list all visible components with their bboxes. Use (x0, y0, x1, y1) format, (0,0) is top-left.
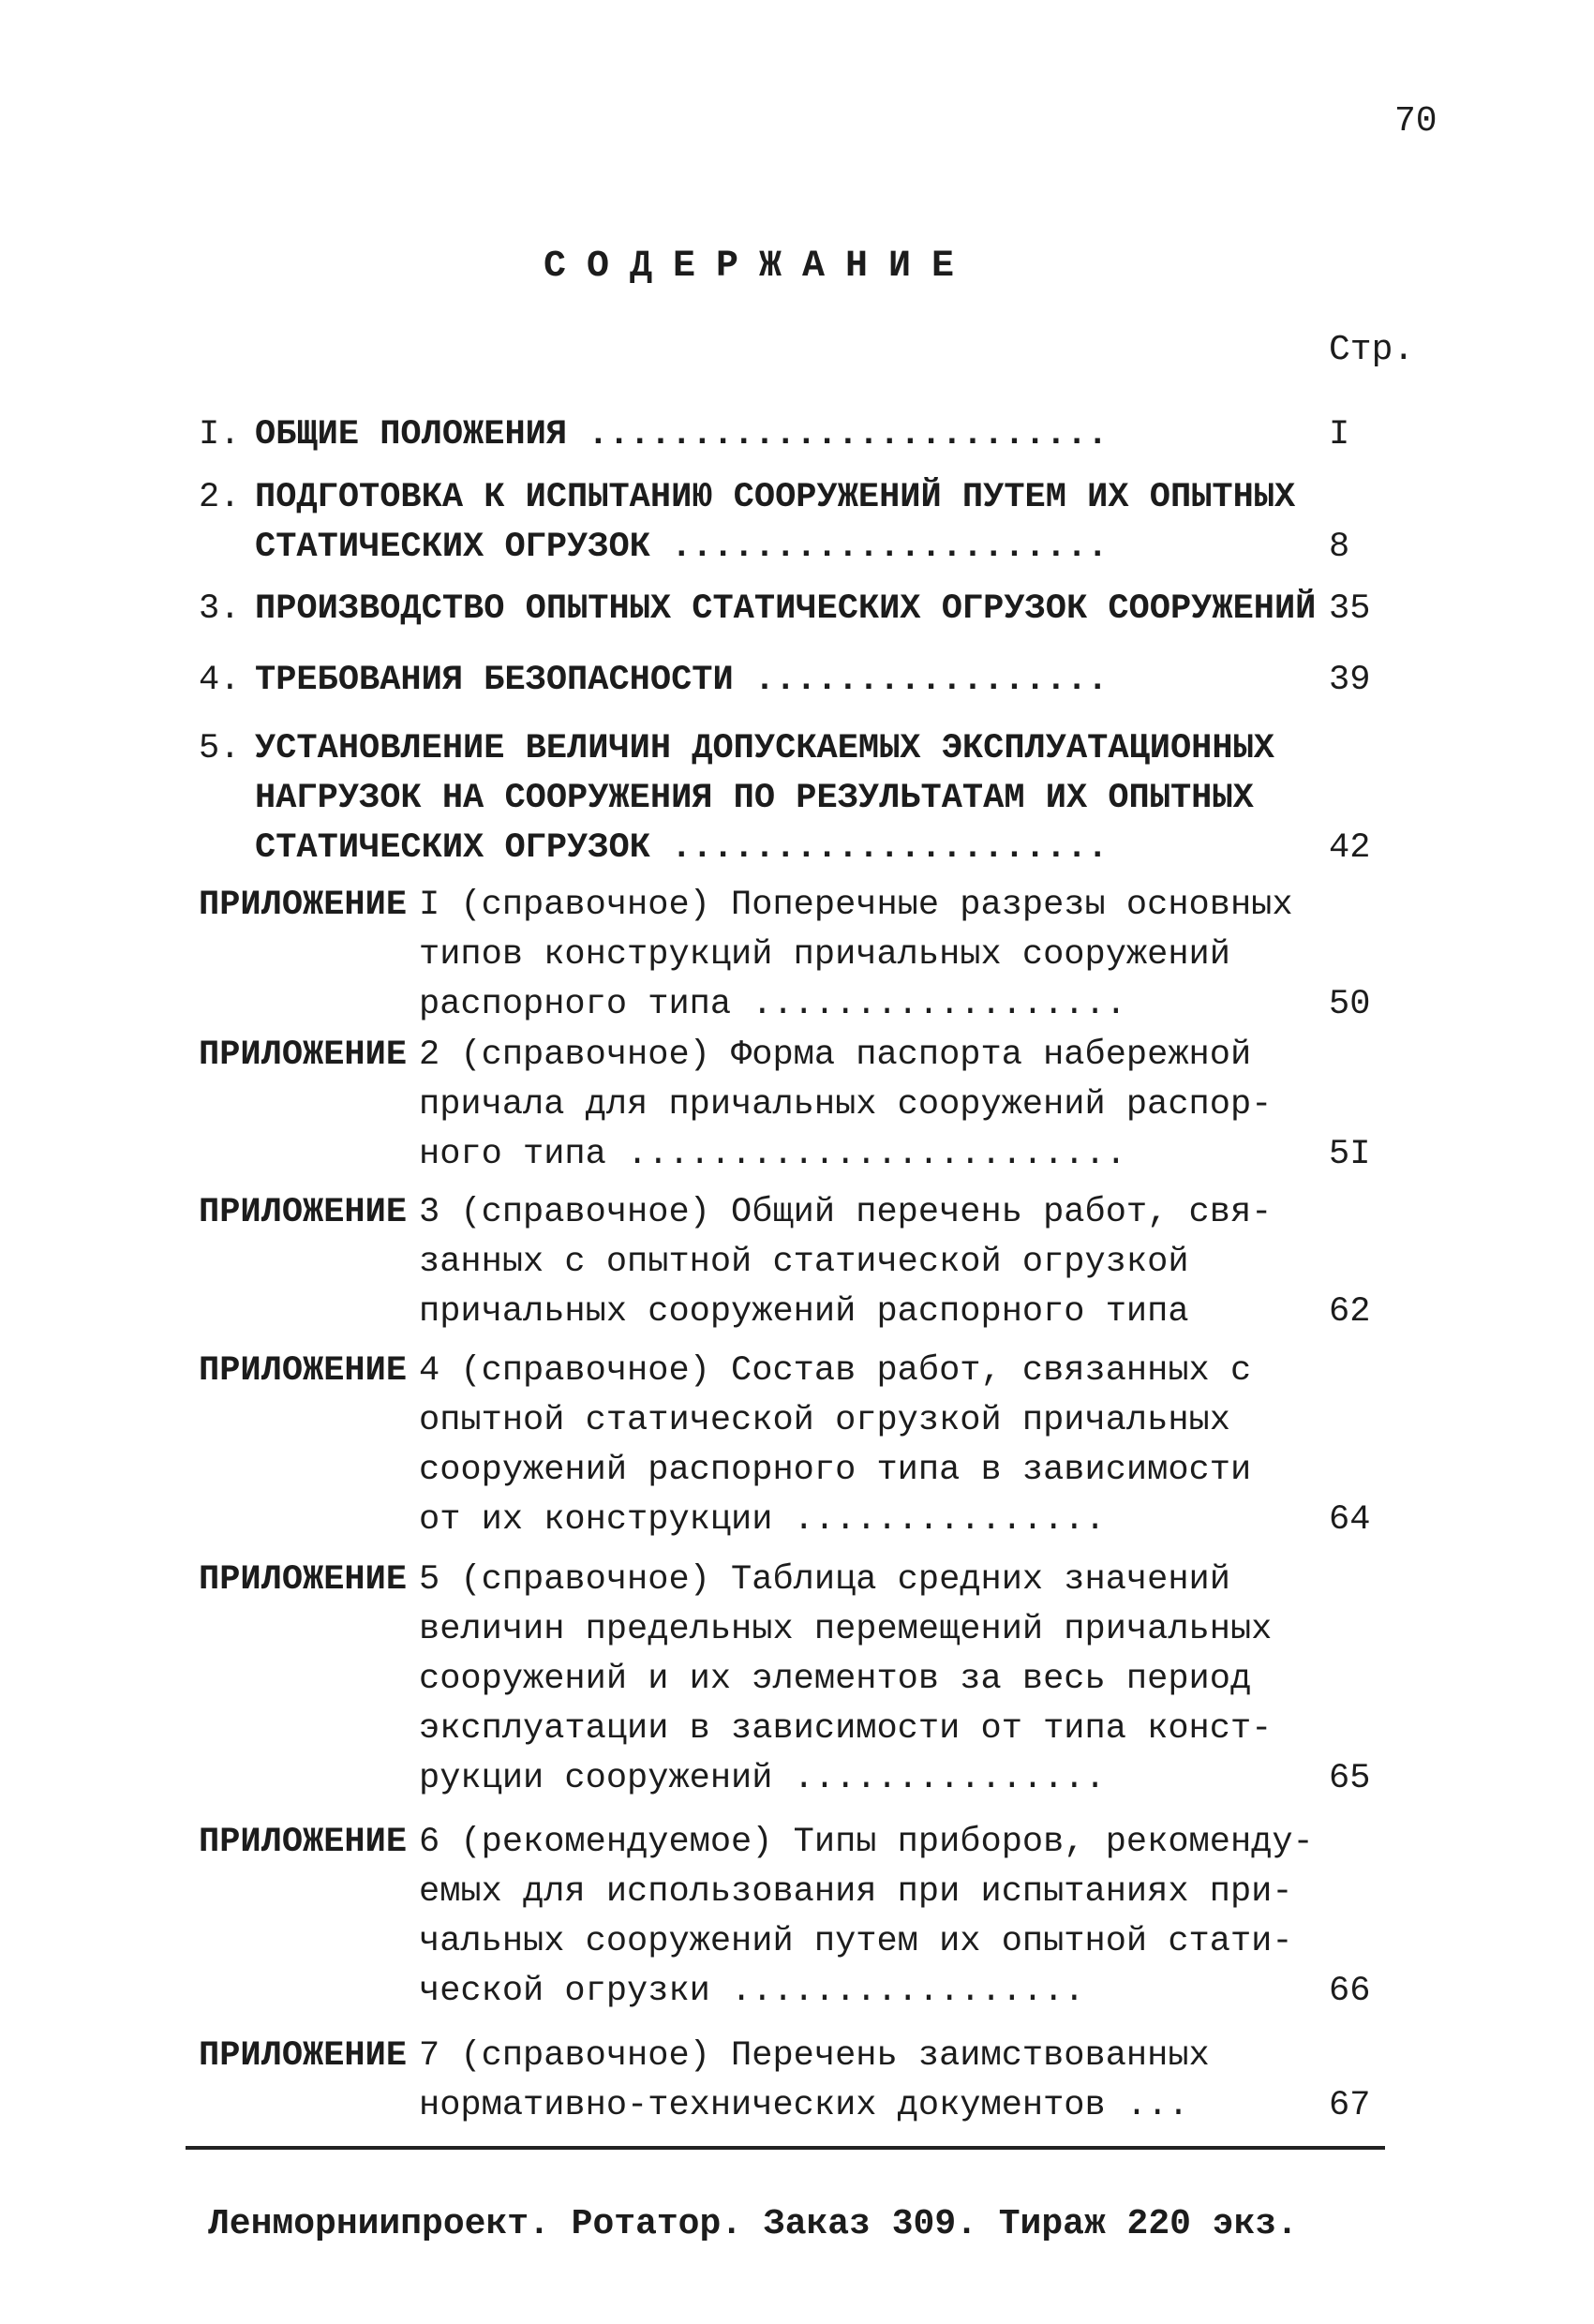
section-title-line: СТАТИЧЕСКИХ ОГРУЗОК ..................... (255, 528, 1109, 567)
section-page-number: 8 (1329, 528, 1350, 567)
section-number: 3. (199, 589, 241, 629)
section-title-line: ПРОИЗВОДСТВО ОПЫТНЫХ СТАТИЧЕСКИХ ОГРУЗОК СООРУЖЕНИЙ (255, 589, 1317, 629)
appendix-title-line: нормативно-технических документов ... (419, 2086, 1189, 2125)
appendix-title-line: эксплуатации в зависимости от типа конст- (419, 1709, 1273, 1749)
appendix-title-line: опытной статической огрузкой причальных (419, 1401, 1230, 1440)
appendix-page-number: 50 (1329, 985, 1371, 1024)
appendix-title-line: рукции сооружений ............... (419, 1759, 1106, 1798)
appendix-title-line: причальных сооружений распорного типа (419, 1292, 1189, 1332)
appendix-title-line: емых для использования при испытаниях при- (419, 1872, 1293, 1912)
page-number: 70 (1394, 101, 1438, 142)
appendix-page-number: 67 (1329, 2086, 1371, 2125)
appendix-title-line: типов конструкций причальных сооружений (419, 935, 1230, 975)
appendix-page-number: 5I (1329, 1135, 1371, 1174)
appendix-prefix: ПРИЛОЖЕНИЕ (199, 886, 408, 925)
section-page-number: 39 (1329, 661, 1371, 700)
appendix-title-line: ного типа ........................ (419, 1135, 1126, 1174)
section-title-line: ТРЕБОВАНИЯ БЕЗОПАСНОСТИ ................. (255, 661, 1109, 700)
appendix-title-line: чальных сооружений путем их опытной стати- (419, 1922, 1293, 1961)
appendix-page-number: 64 (1329, 1500, 1371, 1540)
section-title-line: НАГРУЗОК НА СООРУЖЕНИЯ ПО РЕЗУЛЬТАТАМ ИХ ОПЫТНЫХ (255, 779, 1254, 818)
toc-heading: СОДЕРЖАНИЕ (543, 246, 976, 288)
section-page-number: 35 (1329, 589, 1371, 629)
appendix-title-line: 2 (справочное) Форма паспорта набережной (419, 1035, 1252, 1075)
appendix-title-line: от их конструкции ............... (419, 1500, 1106, 1540)
section-number: 5. (199, 729, 241, 768)
appendix-page-number: 66 (1329, 1972, 1371, 2011)
appendix-title-line: 6 (рекомендуемое) Типы приборов, рекоменду- (419, 1823, 1314, 1862)
appendix-prefix: ПРИЛОЖЕНИЕ (199, 1193, 408, 1232)
section-title-line: ПОДГОТОВКА К ИСПЫТАНИЮ СООРУЖЕНИЙ ПУТЕМ ИХ ОПЫТНЫХ (255, 478, 1296, 517)
section-title-line: ОБЩИЕ ПОЛОЖЕНИЯ ......................... (255, 415, 1109, 454)
appendix-title-line: причала для причальных сооружений распор- (419, 1085, 1273, 1125)
appendix-title-line: 5 (справочное) Таблица средних значений (419, 1560, 1230, 1600)
appendix-title-line: распорного типа .................. (419, 985, 1126, 1024)
appendix-title-line: ческой огрузки ................. (419, 1972, 1085, 2011)
appendix-prefix: ПРИЛОЖЕНИЕ (199, 2036, 408, 2076)
appendix-title-line: 4 (справочное) Состав работ, связанных с (419, 1351, 1252, 1391)
section-number: I. (199, 415, 241, 454)
appendix-prefix: ПРИЛОЖЕНИЕ (199, 1560, 408, 1600)
appendix-title-line: величин предельных перемещений причальных (419, 1610, 1273, 1649)
appendix-title-line: 7 (справочное) Перечень заимствованных (419, 2036, 1210, 2076)
appendix-title-line: занных с опытной статической огрузкой (419, 1243, 1189, 1282)
appendix-title-line: I (справочное) Поперечные разрезы основных (419, 886, 1293, 925)
appendix-title-line: 3 (справочное) Общий перечень работ, свя- (419, 1193, 1273, 1232)
appendix-prefix: ПРИЛОЖЕНИЕ (199, 1351, 408, 1391)
appendix-title-line: сооружений распорного типа в зависимости (419, 1451, 1252, 1490)
section-page-number: I (1329, 415, 1350, 454)
section-number: 2. (199, 478, 241, 517)
appendix-prefix: ПРИЛОЖЕНИЕ (199, 1035, 408, 1075)
section-number: 4. (199, 661, 241, 700)
bottom-rule (186, 2146, 1385, 2150)
appendix-title-line: сооружений и их элементов за весь период (419, 1660, 1252, 1699)
appendix-prefix: ПРИЛОЖЕНИЕ (199, 1823, 408, 1862)
page-column-header: Стр. (1329, 330, 1415, 370)
section-title-line: УСТАНОВЛЕНИЕ ВЕЛИЧИН ДОПУСКАЕМЫХ ЭКСПЛУАТАЦИОННЫХ (255, 729, 1274, 768)
imprint-line: Ленморниипроект. Ротатор. Заказ 309. Тираж 220 экз. (208, 2204, 1298, 2244)
section-page-number: 42 (1329, 828, 1371, 868)
appendix-page-number: 65 (1329, 1759, 1371, 1798)
section-title-line: СТАТИЧЕСКИХ ОГРУЗОК ..................... (255, 828, 1109, 868)
appendix-page-number: 62 (1329, 1292, 1371, 1332)
